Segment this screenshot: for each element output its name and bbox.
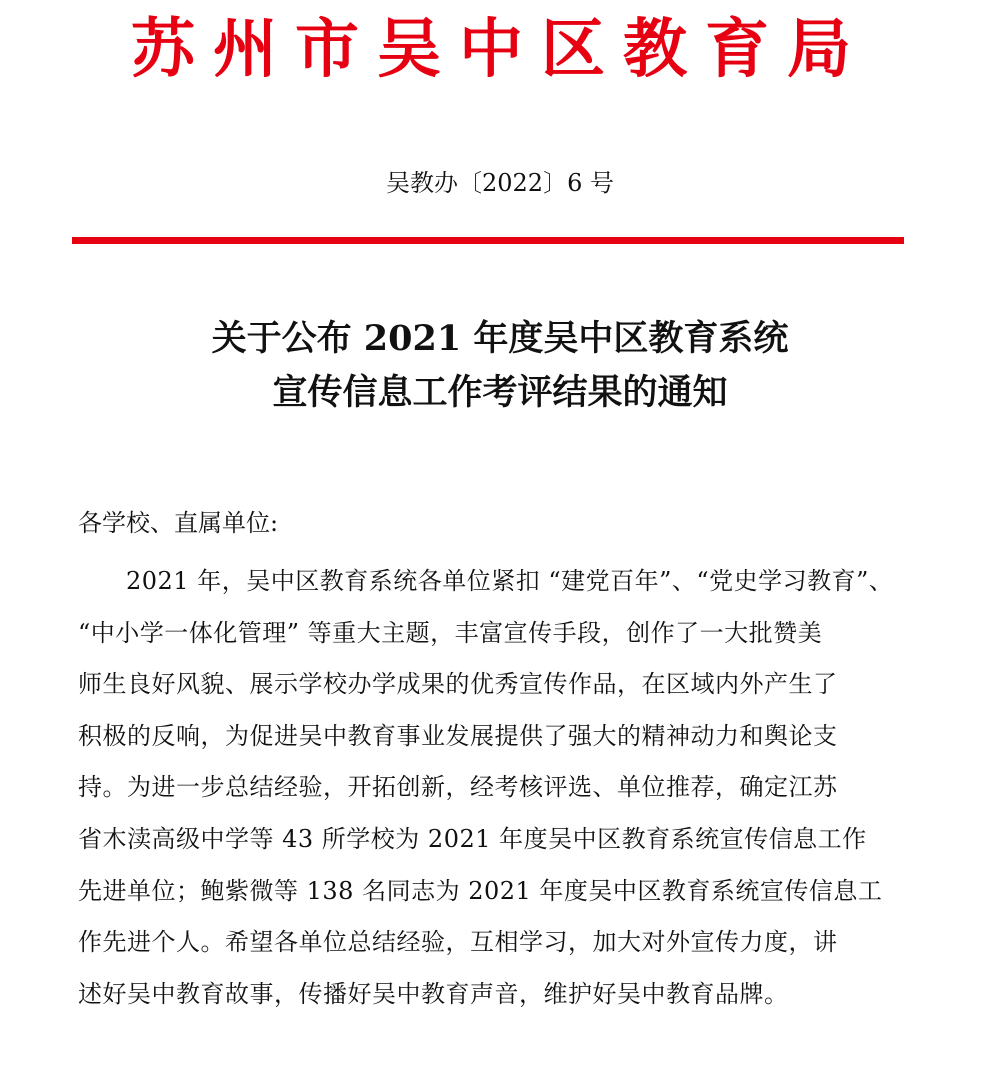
body-line: 述好吴中教育故事，传播好吴中教育声音，维护好吴中教育品牌。: [78, 979, 789, 1008]
body-line: 省木渎高级中学等 43 所学校为 2021 年度吴中区教育系统宣传信息工作: [78, 824, 867, 853]
body-line: “中小学一体化管理” 等重大主题，丰富宣传手段，创作了一大批赞美: [78, 618, 823, 647]
body-line: 先进单位；鲍紫微等 138 名同志为 2021 年度吴中区教育系统宣传信息工: [78, 876, 883, 905]
body-line: 作先进个人。希望各单位总结经验，互相学习，加大对外宣传力度，讲: [78, 928, 838, 957]
body-line: 师生良好风貌、展示学校办学成果的优秀宣传作品，在区域内外产生了: [78, 670, 838, 699]
salutation: 各学校、直属单位:: [78, 509, 279, 537]
issuing-organization-header: 苏州市吴中区教育局: [131, 12, 869, 87]
body-paragraph: [78, 556, 900, 1020]
body-line: 积极的反响，为促进吴中教育事业发展提供了强大的精神动力和舆论支: [78, 721, 838, 750]
document-number: 吴教办〔2022〕6 号: [386, 169, 614, 197]
red-divider-line: [72, 237, 904, 244]
body-line: 2021 年，吴中区教育系统各单位紧扣 “建党百年”、“党史学习教育”、: [126, 567, 894, 595]
document-title: [60, 312, 940, 420]
title-line-2: 宣传信息工作考评结果的通知: [272, 372, 728, 413]
title-line-1: 关于公布 2021 年度吴中区教育系统: [211, 318, 789, 359]
body-line: 持。为进一步总结经验，开拓创新，经考核评选、单位推荐，确定江苏: [78, 773, 838, 802]
